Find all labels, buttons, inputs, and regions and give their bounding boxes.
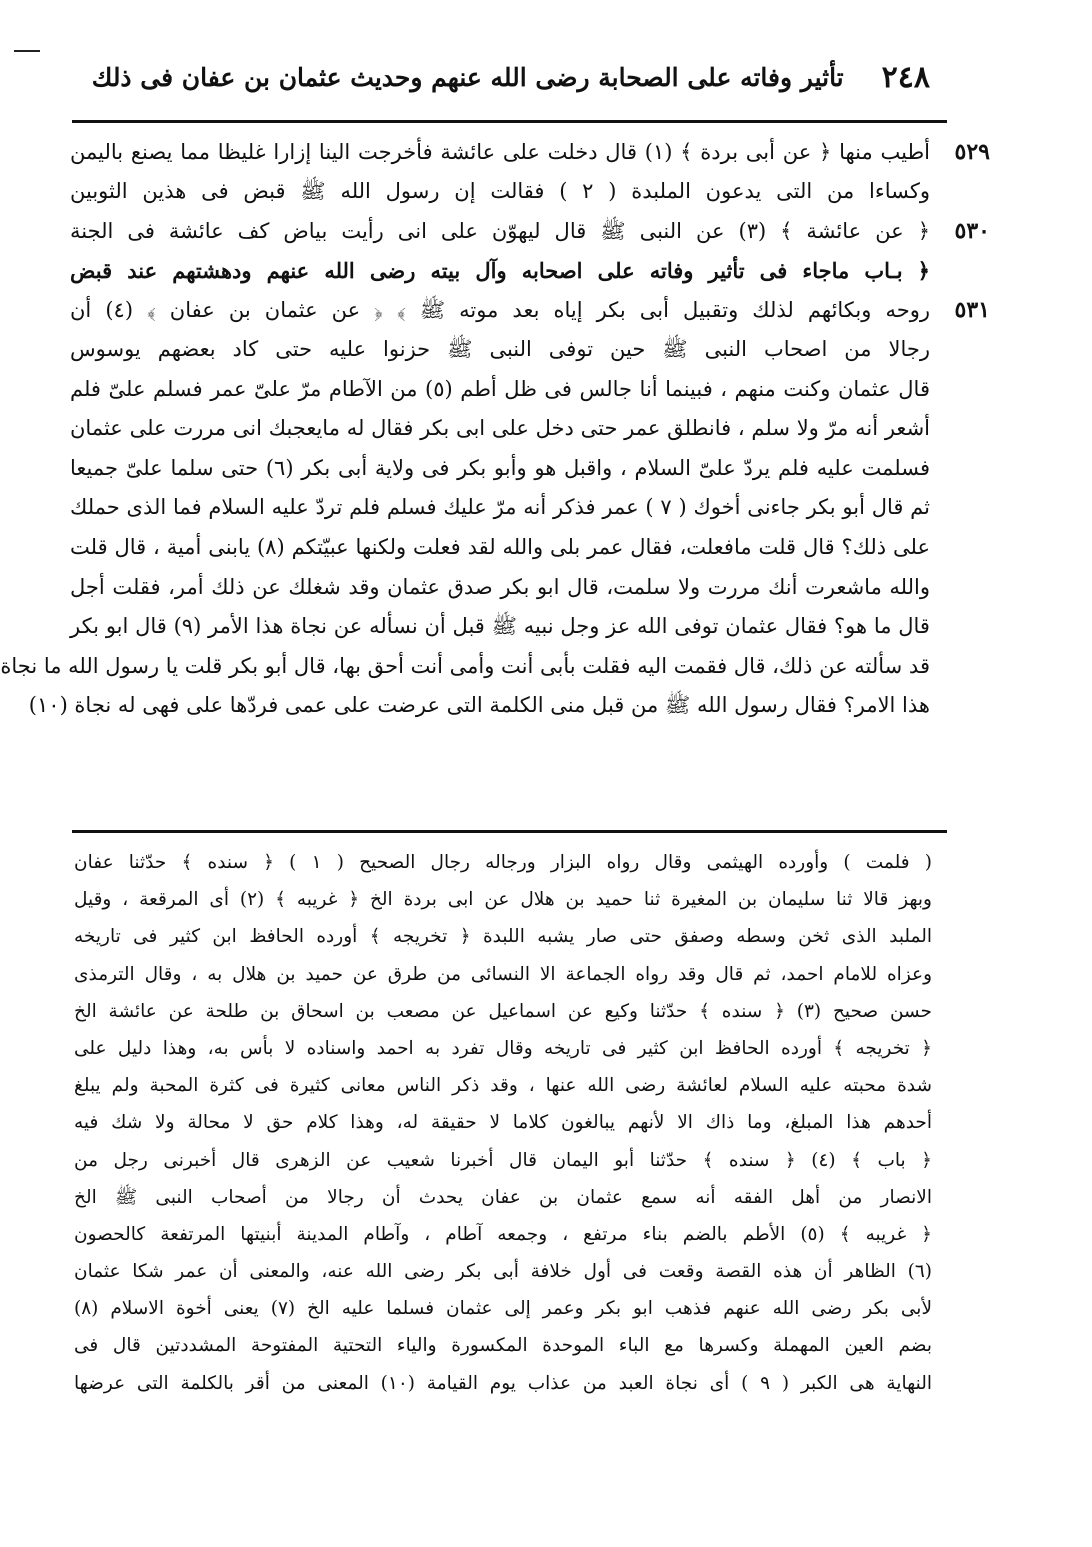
chapter-heading: ﴿ بـاب ماجاء فى تأثير وفاته على اصحابه وآل بيته رضى الله عنهم ودهشتهم عند قبض	[70, 257, 930, 283]
text-line	[70, 409, 990, 449]
hadith-number: ٥٣٠	[954, 218, 990, 245]
main-text	[0, 132, 990, 726]
footnote-line: ( فلمت ) وأورده الهيثمى وقال رواه البزار ورجاله رجال الصحيح ( ١ ) ﴿ سنده ﴾ حدّثنا عفان	[74, 852, 932, 873]
header-rule	[72, 120, 947, 123]
text-line	[70, 488, 990, 528]
text-line	[70, 172, 990, 212]
line-text: قال عثمان وكنت منهم ، فبينما أنا جالس فى ظل أطم (٥) من الآطام مرّ علىّ عمر فسلم علىّ فلم	[70, 376, 930, 401]
line-text: هذا الامر؟ فقال رسول الله ﷺ من قبل منى الكلمة التى عرضت على عمى فردّها على فهى له نجاة (١٠)	[28, 693, 930, 718]
line-text: رجالا من اصحاب النبى ﷺ حين توفى النبى ﷺ حزنوا عليه حتى كاد بعضهم يوسوس	[70, 336, 930, 361]
text-line	[70, 290, 990, 330]
line-text: أشعر أنه مرّ ولا سلم ، فانطلق عمر حتى دخل على ابى بكر فقال له مايعجبك انى مررت على عثمان	[70, 416, 930, 441]
text-line	[70, 370, 990, 410]
text-line	[70, 449, 990, 489]
footnote-line: شدة محبته عليه السلام لعائشة رضى الله عنها ، وقد ذكر الناس معانى كثيرة فى كثرة المحبة ولم يبلغ	[74, 1075, 932, 1097]
footnote-line: حسن صحيح (٣) ﴿ سنده ﴾ حدّثنا وكيع عن اسماعيل عن مصعب بن اسحاق بن طلحة عن عائشة الخ	[74, 1000, 932, 1022]
footnote-line: بضم العين المهملة وكسرها مع الباء الموحدة المكسورة والياء التحتية المفتوحة المشددتين قال فى	[74, 1335, 932, 1357]
footnote-separator	[72, 830, 947, 833]
footnote-line: أحدهم هذا المبلغ، وما ذاك الا لأنهم يبالغون كلاما لا حقيقة له، وهذا كلام حق لا محالة ولا شك فيه	[74, 1112, 932, 1134]
running-title: تأثير وفاته على الصحابة رضى الله عنهم وحديث عثمان بن عفان فى ذلك	[91, 62, 844, 92]
hadith-number: ٥٢٩	[954, 139, 990, 165]
line-text: ثم قال أبو بكر جاءنى أخوك ( ٧ ) عمر فذكر أنه مرّ عليك فسلم فلم تردّ عليه السلام فما الذى حملك	[70, 495, 930, 520]
text-line	[28, 686, 990, 726]
page-header	[90, 52, 930, 102]
footnote-line: الانصار من أهل الفقه أنه سمع عثمان بن عفان يحدث أن رجالا من أصحاب النبى ﷺ الخ	[74, 1186, 932, 1208]
footnote-line: ﴿ غريبه ﴾ (٥) الأطم بالضم بناء مرتفع ، وجمعه آطام ، وآطام المدينة أبنيتها المرتفعة كالحصون	[74, 1223, 932, 1245]
text-line	[0, 647, 990, 687]
text-line	[70, 132, 990, 172]
footnote-line: (٦) الظاهر أن هذه القصة وقعت فى أول خلافة أبى بكر رضى الله عنه، والمعنى أن عمر شكا عثمان	[74, 1261, 932, 1283]
text-line	[70, 330, 990, 370]
margin-mark	[14, 50, 40, 52]
line-text: ﴿ عن عائشة ﴾ (٣) عن النبى ﷺ قال ليهوّن على انى رأيت بياض كف عائشة فى الجنة	[70, 219, 930, 244]
text-line	[70, 211, 990, 251]
line-text: قال ما هو؟ فقال عثمان توفى الله عز وجل نبيه ﷺ قبل أن نسأله عن نجاة هذا الأمر (٩) قال ابو بكر	[70, 614, 930, 639]
page-number: ٢٤٨	[881, 59, 930, 95]
footnote-line: ﴿ تخريجه ﴾ أورده الحافظ ابن كثير فى تاريخه وقال تفرد به احمد واسناده لا بأس به، وهذا دليل على	[74, 1037, 932, 1059]
footnote-line: وعزاه للامام احمد، ثم قال وقد رواه الجماعة الا النسائى من طرق عن حميد بن هلال به ، وقال الترمذى	[74, 963, 932, 985]
line-text: أطيب منها ﴿ عن أبى بردة ﴾ (١) قال دخلت على عائشة فأخرجت الينا إزارا غليظا مما يصنع باليمن	[70, 140, 931, 164]
line-text: على ذلك؟ قال قلت مافعلت، فقال عمر بلى والله لقد فعلت ولكنها عبيّتكم (٨) يابنى أمية ، قال قلت	[70, 534, 930, 559]
chapter-heading-line	[70, 251, 990, 291]
line-text: والله ماشعرت أنك مررت ولا سلمت، قال ابو بكر صدق عثمان وقد شغلك عن ذلك أمر، فقلت أجل	[70, 574, 930, 599]
footnote-line: ﴿ باب ﴾ (٤) ﴿ سنده ﴾ حدّثنا أبو اليمان قال أخبرنا شعيب عن الزهرى قال أخبرنى رجل من	[74, 1149, 932, 1171]
line-text: قد سألته عن ذلك، قال فقمت اليه فقلت بأبى أنت وأمى أنت أحق بها، قال أبو بكر قلت يا رسول الله ما نجاة	[0, 653, 930, 678]
text-line	[70, 607, 990, 647]
line-text: فسلمت عليه فلم يردّ علىّ السلام ، واقبل هو وأبو بكر فى ولاية أبى بكر (٦) حتى سلما علىّ جميعا	[70, 455, 930, 480]
text-line	[70, 568, 990, 608]
footnote-line: وبهز قالا ثنا سليمان بن المغيرة ثنا حميد بن هلال عن ابى بردة الخ ﴿ غريبه ﴾ (٢) أى المرقعة ، وقيل	[74, 889, 932, 911]
footnotes	[74, 844, 932, 1402]
footnote-line: لأبى بكر رضى الله عنهم فذهب ابو بكر وعمر إلى عثمان فسلما عليه الخ (٧) يعنى أخوة الاسلام (٨)	[74, 1298, 933, 1320]
text-line	[70, 528, 990, 568]
line-text: روحه وبكائهم لذلك وتقبيل أبى بكر إياه بعد موته ﷺ ﴾ ﴿ عن عثمان بن عفان ﴾ (٤) أن	[70, 298, 930, 323]
hadith-number: ٥٣١	[954, 297, 990, 324]
line-text: وكساءا من التى يدعون الملبدة ( ٢ ) فقالت إن رسول الله ﷺ قبض فى هذين الثوبين	[70, 178, 930, 203]
footnote-line: النهاية هى الكبر ( ٩ ) أى نجاة العبد من عذاب يوم القيامة (١٠) المعنى من أقر بالكلمة التى عرضها	[74, 1372, 933, 1394]
footnote-line: الملبد الذى ثخن وسطه وصفق حتى صار يشبه اللبدة ﴿ تخريجه ﴾ أورده الحافظ ابن كثير فى تاريخه	[74, 926, 932, 948]
